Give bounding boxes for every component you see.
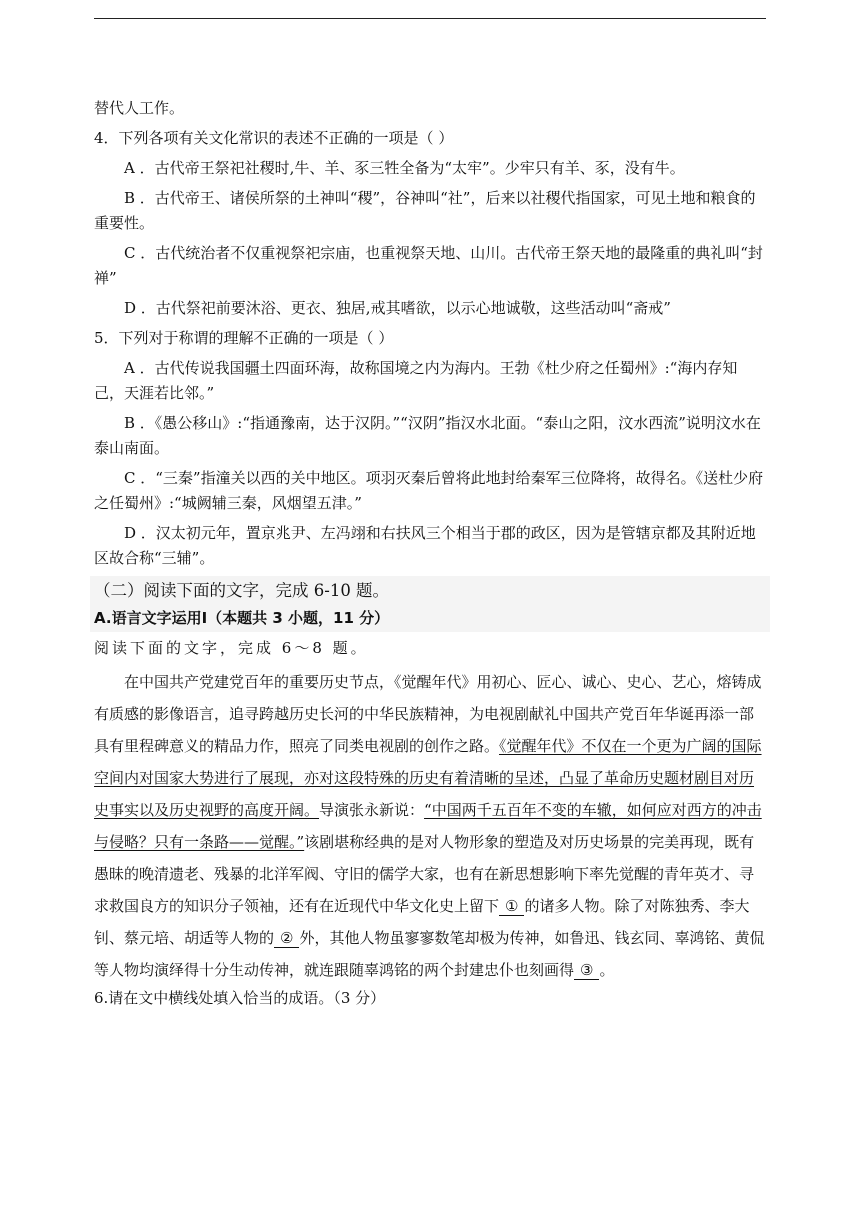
question-5-stem: 5．下列对于称谓的理解不正确的一项是（ ） (94, 329, 394, 347)
reading-passage (94, 666, 766, 986)
blank-2: ② (274, 929, 299, 948)
passage-sentence-4: 的诸多人物。除了对陈独秀、李大钊、蔡元培、胡适等人物的 (94, 897, 750, 947)
passage-underlined-1: 《觉醒年代》不仅在一个更为广阔的国际空间内对国家大势进行了展现，亦对这段特殊的历史有着清晰的呈述，凸显了革命历史题材剧目对历史事实以及历史视野的高度开阔。 (94, 737, 762, 819)
passage-sentence-1: 在中国共产党建党百年的重要历史节点，《觉醒年代》用初心、匠心、诚心、史心、艺心，熔铸成有质感的影像语言，追寻跨越历史长河的中华民族精神，为电视剧献礼中国共产党百年华诞再添一部具有里程碑意义的精品力作，照亮了同类电视剧的创作之路。 (94, 673, 762, 755)
section-2-header (90, 576, 770, 632)
question-4 (94, 126, 766, 321)
continuation-text: 替代人工作。 (94, 99, 185, 117)
passage-sentence-6: 。 (599, 961, 615, 979)
header-rule (94, 18, 766, 19)
reading-instruction: 阅读下面的文字，完成 6～8 题。 (94, 639, 369, 657)
question-6-stem: 6.请在文中横线处填入恰当的成语。（3 分） (94, 989, 386, 1007)
question-5-option-a: A ．古代传说我国疆土四面环海，故称国境之内为海内。王勃《杜少府之任蜀州》:“海内存知己，天涯若比邻。” (94, 359, 738, 402)
question-5-option-d: D ．汉太初元年，置京兆尹、左冯翊和右扶风三个相当于郡的政区，因为是管辖京都及其附近地区故合称“三辅”。 (94, 524, 756, 567)
passage-sentence-3: 该剧堪称经典的是对人物形象的塑造及对历史场景的完美再现，既有愚昧的晚清遗老、残暴的北洋军阀、守旧的儒学大家，也有在新思想影响下率先觉醒的青年英才、寻求救国良方的知识分子领袖，还有在近现代中华文化史上留下 (94, 833, 755, 915)
section-2-title: （二）阅读下面的文字，完成 6-10 题。 (94, 581, 390, 600)
question-4-stem: 4．下列各项有关文化常识的表述不正确的一项是（ ） (94, 129, 454, 147)
question-4-option-b: B ．古代帝王、诸侯所祭的土神叫“稷”，谷神叫“社”，后来以社稷代指国家，可见土地和粮食的重要性。 (94, 189, 756, 232)
question-4-option-a: A ．古代帝王祭祀社稷时,牛、羊、豕三牲全备为“太牢”。少牢只有羊、豕，没有牛。 (124, 159, 685, 177)
question-4-option-d: D ．古代祭祀前要沐浴、更衣、独居,戒其嗜欲，以示心地诚敬，这些活动叫“斋戒” (124, 299, 671, 317)
passage-sentence-5: 外，其他人物虽寥寥数笔却极为传神，如鲁迅、钱玄同、辜鸿铭、黄侃等人物均演绎得十分生动传神，就连跟随辜鸿铭的两个封建忠仆也刻画得 (94, 929, 765, 979)
blank-1: ① (499, 897, 524, 916)
blank-3: ③ (574, 961, 599, 980)
question-5-option-b: B ．《愚公移山》:“指通豫南，达于汉阴。”“汉阴”指汉水北面。“泰山之阳，汶水西流”说明汶水在泰山南面。 (94, 414, 761, 457)
part-a-title: A.语言文字运用Ⅰ（本题共 3 小题，11 分） (94, 609, 390, 627)
question-5-option-c: C ．“三秦”指潼关以西的关中地区。项羽灭秦后曾将此地封给秦军三位降将，故得名。《送杜少府之任蜀州》:“城阙辅三秦，风烟望五津。” (94, 469, 764, 512)
question-5 (94, 326, 766, 571)
passage-underlined-2: “中国两千五百年不变的车辙，如何应对西方的冲击与侵略？只有一条路——觉醒。” (94, 801, 762, 851)
question-4-option-c: C ．古代统治者不仅重视祭祀宗庙，也重视祭天地、山川。古代帝王祭天地的最隆重的典礼叫“封禅” (94, 244, 763, 287)
document-body (94, 96, 766, 1016)
passage-sentence-2: 导演张永新说： (319, 801, 425, 819)
